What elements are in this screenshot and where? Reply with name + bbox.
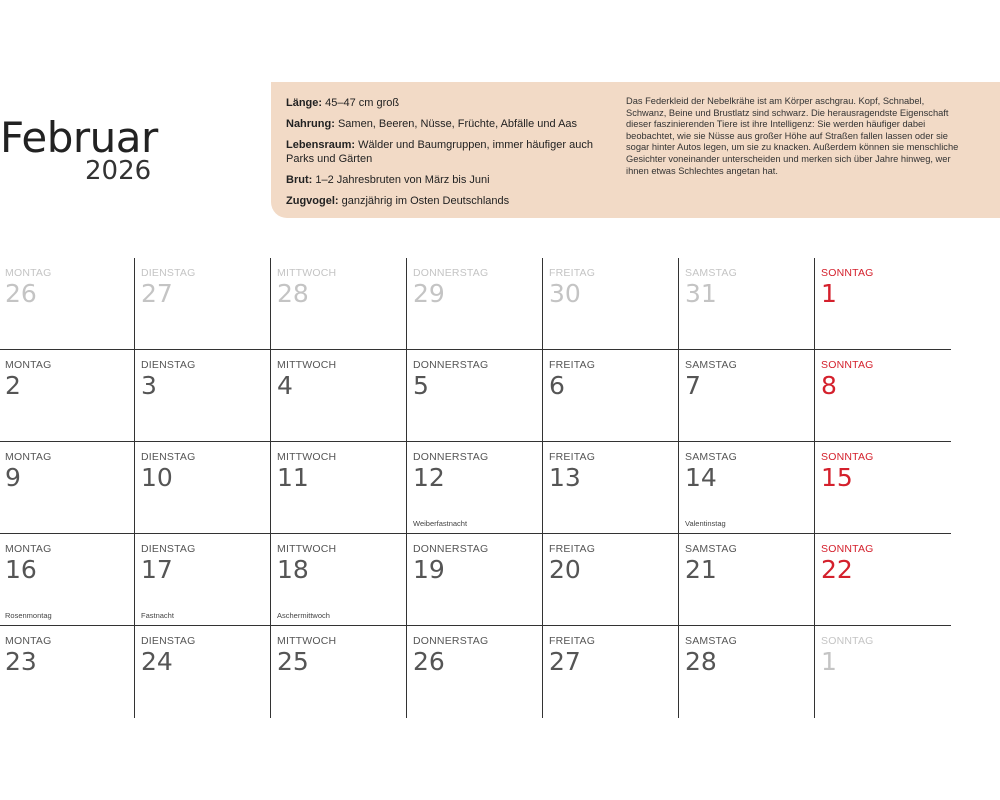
day-number: 9: [5, 463, 21, 492]
day-number: 12: [413, 463, 445, 492]
day-number: 27: [549, 647, 581, 676]
day-number: 13: [549, 463, 581, 492]
fact-label: Lebensraum:: [286, 139, 356, 151]
weekday-label: SAMSTAG: [685, 635, 737, 647]
day-number: 11: [277, 463, 309, 492]
day-number: 18: [277, 555, 309, 584]
holiday-note: Aschermittwoch: [277, 611, 330, 620]
day-cell-monday[interactable]: [0, 442, 135, 534]
weekday-label: SAMSTAG: [685, 543, 737, 555]
day-cell-sunday[interactable]: [816, 534, 951, 626]
weekday-label: SONNTAG: [821, 543, 874, 555]
day-cell-saturday[interactable]: [680, 350, 815, 442]
day-number: 14: [685, 463, 717, 492]
day-cell-wednesday[interactable]: [272, 442, 407, 534]
weekday-label: FREITAG: [549, 451, 596, 463]
day-cell-saturday[interactable]: [680, 442, 815, 534]
fact-label: Länge:: [286, 97, 323, 109]
day-cell-thursday[interactable]: [408, 534, 543, 626]
fact-label: Nahrung:: [286, 118, 335, 130]
day-number: 10: [141, 463, 173, 492]
day-cell-tuesday[interactable]: [136, 534, 271, 626]
day-cell-thursday[interactable]: [408, 350, 543, 442]
fact-value: Wälder und Baumgruppen, immer häufiger auch Parks und Gärten: [286, 139, 593, 165]
day-cell-monday[interactable]: [0, 258, 135, 350]
bird-facts: [286, 96, 611, 215]
day-number: 27: [141, 279, 173, 308]
day-cell-sunday[interactable]: [816, 442, 951, 534]
weekday-label: DONNERSTAG: [413, 543, 489, 555]
holiday-note: Weiberfastnacht: [413, 519, 468, 528]
day-number: 28: [277, 279, 309, 308]
day-cell-wednesday[interactable]: [272, 534, 407, 626]
day-cell-friday[interactable]: [544, 534, 679, 626]
day-cell-friday[interactable]: [544, 258, 679, 350]
fact-value: ganzjährig im Osten Deutschlands: [341, 195, 510, 207]
day-cell-sunday[interactable]: [816, 258, 951, 350]
day-cell-wednesday[interactable]: [272, 626, 407, 718]
weekday-label: DIENSTAG: [141, 267, 196, 279]
day-number: 5: [413, 371, 429, 400]
day-cell-friday[interactable]: [544, 626, 679, 718]
day-number: 25: [277, 647, 309, 676]
fact-value: 45–47 cm groß: [325, 97, 400, 109]
day-number: 6: [549, 371, 565, 400]
fact-migration: [286, 194, 611, 208]
holiday-note: Valentinstag: [685, 519, 726, 528]
bird-info-panel: [271, 82, 1000, 218]
day-cell-wednesday[interactable]: [272, 258, 407, 350]
weekday-label: DIENSTAG: [141, 543, 196, 555]
weekday-label: DONNERSTAG: [413, 267, 489, 279]
day-cell-monday[interactable]: [0, 350, 135, 442]
weekday-label: MITTWOCH: [277, 451, 337, 463]
day-cell-sunday[interactable]: [816, 626, 951, 718]
weekday-label: DIENSTAG: [141, 359, 196, 371]
fact-label: Brut:: [286, 174, 313, 186]
day-cell-saturday[interactable]: [680, 534, 815, 626]
day-number: 29: [413, 279, 445, 308]
day-number: 1: [821, 647, 837, 676]
day-cell-tuesday[interactable]: [136, 442, 271, 534]
fact-length: [286, 96, 611, 110]
bird-description: Das Federkleid der Nebelkrähe ist am Körper aschgrau. Kopf, Schnabel, Schwanz, Beine und Brustlatz sind schwarz. Die herausragendste Eigenschaft dieser faszinierenden Tiere ist ihre Intelligenz: Sie werden häufiger dabei beobachtet, wie sie Nüsse aus großer Höhe auf Straßen fallen lassen oder sie sogar hinter Autos legen, um sie zu knacken. Außerdem können sie menschliche Gesichter voneinander unterscheiden und merken sich über Jahre hinweg, wer ihnen etwas Schlechtes angetan hat.: [626, 96, 959, 176]
day-cell-sunday[interactable]: [816, 350, 951, 442]
day-number: 4: [277, 371, 293, 400]
day-number: 22: [821, 555, 853, 584]
weekday-label: SONNTAG: [821, 451, 874, 463]
day-number: 15: [821, 463, 853, 492]
day-number: 16: [5, 555, 37, 584]
weekday-label: MITTWOCH: [277, 635, 337, 647]
day-number: 3: [141, 371, 157, 400]
weekday-label: SAMSTAG: [685, 359, 737, 371]
day-cell-saturday[interactable]: [680, 626, 815, 718]
day-cell-monday[interactable]: [0, 626, 135, 718]
fact-label: Zugvogel:: [286, 195, 339, 207]
day-cell-wednesday[interactable]: [272, 350, 407, 442]
weekday-label: MONTAG: [5, 451, 52, 463]
weekday-label: FREITAG: [549, 543, 596, 555]
day-cell-friday[interactable]: [544, 442, 679, 534]
weekday-label: MITTWOCH: [277, 359, 337, 371]
weekday-label: SONNTAG: [821, 267, 874, 279]
day-cell-tuesday[interactable]: [136, 626, 271, 718]
weekday-label: MONTAG: [5, 359, 52, 371]
day-cell-monday[interactable]: [0, 534, 135, 626]
day-number: 17: [141, 555, 173, 584]
day-number: 26: [413, 647, 445, 676]
weekday-label: MONTAG: [5, 267, 52, 279]
day-number: 28: [685, 647, 717, 676]
day-number: 21: [685, 555, 717, 584]
weekday-label: SONNTAG: [821, 359, 874, 371]
fact-food: [286, 117, 611, 131]
fact-breeding: [286, 173, 611, 187]
day-number: 20: [549, 555, 581, 584]
day-cell-thursday[interactable]: [408, 626, 543, 718]
weekday-label: DONNERSTAG: [413, 635, 489, 647]
day-number: 31: [685, 279, 717, 308]
day-number: 7: [685, 371, 701, 400]
holiday-note: Fastnacht: [141, 611, 174, 620]
weekday-label: MITTWOCH: [277, 543, 337, 555]
fact-habitat: [286, 138, 611, 166]
holiday-note: Rosenmontag: [5, 611, 52, 620]
day-cell-thursday[interactable]: [408, 442, 543, 534]
day-cell-tuesday[interactable]: [136, 350, 271, 442]
weekday-label: FREITAG: [549, 635, 596, 647]
day-cell-thursday[interactable]: [408, 258, 543, 350]
weekday-label: MONTAG: [5, 543, 52, 555]
fact-value: 1–2 Jahresbruten von März bis Juni: [315, 174, 490, 186]
weekday-label: FREITAG: [549, 267, 596, 279]
weekday-label: DONNERSTAG: [413, 451, 489, 463]
weekday-label: DONNERSTAG: [413, 359, 489, 371]
day-number: 19: [413, 555, 445, 584]
weekday-label: SONNTAG: [821, 635, 874, 647]
year-label: 2026: [85, 156, 152, 186]
weekday-label: MONTAG: [5, 635, 52, 647]
day-number: 26: [5, 279, 37, 308]
day-cell-saturday[interactable]: [680, 258, 815, 350]
day-number: 23: [5, 647, 37, 676]
day-cell-tuesday[interactable]: [136, 258, 271, 350]
weekday-label: FREITAG: [549, 359, 596, 371]
day-cell-friday[interactable]: [544, 350, 679, 442]
calendar-grid: [0, 258, 951, 718]
day-number: 24: [141, 647, 173, 676]
weekday-label: DIENSTAG: [141, 635, 196, 647]
fact-value: Samen, Beeren, Nüsse, Früchte, Abfälle und Aas: [337, 118, 578, 130]
month-title: Februar: [0, 113, 158, 162]
weekday-label: DIENSTAG: [141, 451, 196, 463]
day-number: 8: [821, 371, 837, 400]
day-number: 2: [5, 371, 21, 400]
day-number: 30: [549, 279, 581, 308]
weekday-label: MITTWOCH: [277, 267, 337, 279]
weekday-label: SAMSTAG: [685, 451, 737, 463]
day-number: 1: [821, 279, 837, 308]
weekday-label: SAMSTAG: [685, 267, 737, 279]
